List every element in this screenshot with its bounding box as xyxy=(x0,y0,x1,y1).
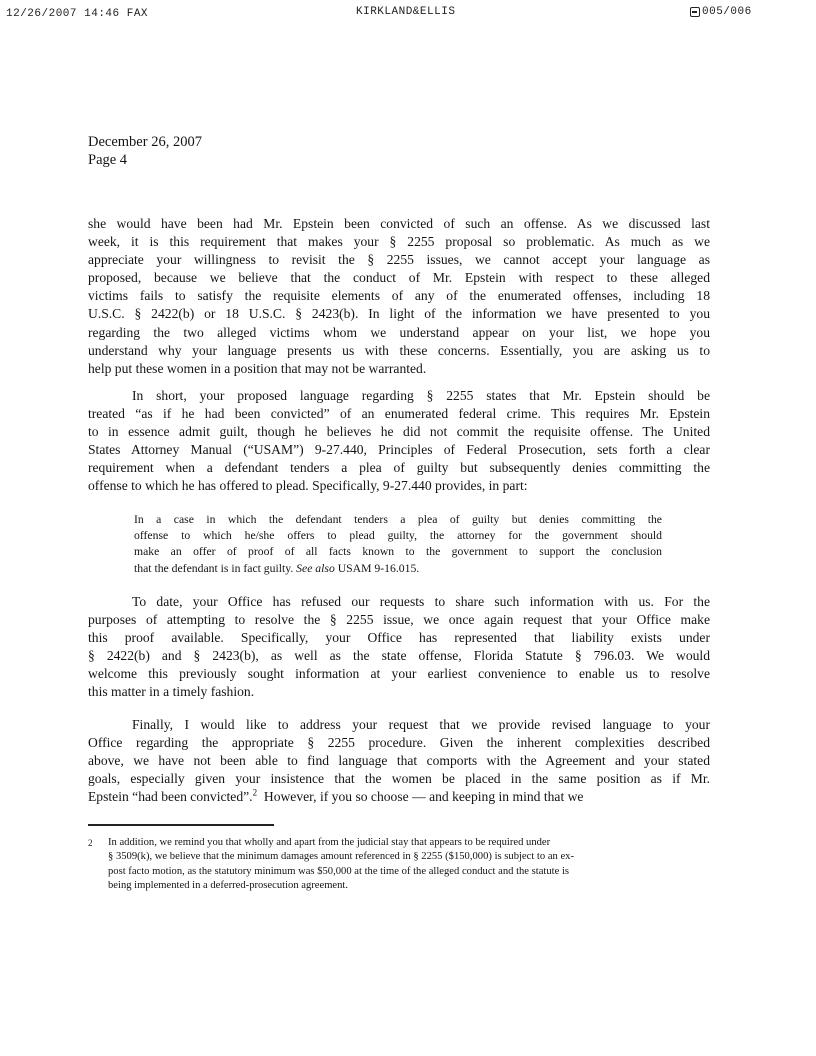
footnote-divider xyxy=(88,824,274,826)
text-line: understand why your language presents us with these concerns. Essentially, you are asking us to xyxy=(88,342,710,358)
text-line: victims fails to satisfy the requisite elements of any of the enumerated offenses, including 18 xyxy=(88,288,710,304)
text-line: help put these women in a position that may not be warranted. xyxy=(88,360,427,376)
paragraph-2 xyxy=(88,387,710,496)
quote-text: that the defendant is in fact guilty. xyxy=(134,561,294,575)
footnote-reference: 2 xyxy=(252,787,258,798)
fax-header xyxy=(0,6,816,24)
text-line: Finally, I would like to address your request that we provide revised language to your xyxy=(132,717,710,732)
text-fragment: However, if you so choose — and keeping in mind that we xyxy=(263,789,584,805)
quote-line: In a case in which the defendant tenders a plea of guilty but denies committing the xyxy=(134,513,662,526)
text-line: welcome this previously sought information at your earliest convenience to enable us to resolve xyxy=(88,666,710,682)
fax-sender: KIRKLAND&ELLIS xyxy=(356,6,456,18)
footnote-line: § 3509(k), we believe that the minimum damages amount referenced in § 2255 ($150,000) is subject to an ex- xyxy=(108,851,574,863)
text-line: week, it is this requirement that makes your § 2255 proposal so problematic. As much as we xyxy=(88,234,710,250)
paragraph-1 xyxy=(88,215,710,378)
footnote-2 xyxy=(88,836,708,894)
text-line: U.S.C. § 2422(b) or 18 U.S.C. § 2423(b). In light of the information we have presented to you xyxy=(88,306,710,322)
see-also: See also xyxy=(296,561,335,575)
text-line: goals, especially given your insistence that the women be placed in the same position as if Mr. xyxy=(88,771,710,787)
footnote-line: In addition, we remind you that wholly and apart from the judicial stay that appears to be required under xyxy=(108,837,551,848)
text-line: § 2422(b) and § 2423(b), as well as the state offense, Florida Statute § 796.03. We would xyxy=(88,648,710,664)
footnote-line: post facto motion, as the statutory minimum was $50,000 at the time of the alleged conduct and the statute is xyxy=(108,865,570,877)
text-line: In short, your proposed language regarding § 2255 states that Mr. Epstein should be xyxy=(132,388,710,403)
text-line: appreciate your willingness to revisit the § 2255 issues, we cannot accept your language as xyxy=(88,252,710,268)
text-line: requirement when a defendant tenders a plea of guilty but subsequently denies committing the xyxy=(88,460,710,476)
text-line: above, we have not been able to find language that comports with the Agreement and your stated xyxy=(88,753,710,769)
quote-citation: USAM 9-16.015. xyxy=(337,561,420,575)
text-line: she would have been had Mr. Epstein been convicted of such an offense. As we discussed last xyxy=(88,216,710,231)
text-line: purposes of attempting to resolve the § 2255 issue, we once again request that your Office make xyxy=(88,612,710,628)
text-line: To date, your Office has refused our requests to share such information with us. For the xyxy=(132,594,710,609)
text-line: treated “as if he had been convicted” of an enumerated federal crime. This requires Mr. Epstein xyxy=(88,406,710,422)
text-line: States Attorney Manual (“USAM”) 9-27.440, Principles of Federal Prosecution, sets forth a clear xyxy=(88,442,710,458)
quote-line: offense to which he/she offers to plead guilty, the attorney for the government should xyxy=(134,529,662,543)
fax-page-number: 005/006 xyxy=(702,6,752,18)
text-line: to in essence admit guilt, though he believes he did not commit the requisite offense. The United xyxy=(88,424,710,440)
block-quote xyxy=(134,512,662,577)
text-line: proposed, because we believe that the conduct of Mr. Epstein with respect to these alleged xyxy=(88,270,710,286)
quote-line: make an offer of proof of all facts known to the government to support the conclusion xyxy=(134,545,662,559)
footnote-number: 2 xyxy=(88,838,93,848)
text-line: regarding the two alleged victims whom we understand appear on your list, we hope you xyxy=(88,324,710,340)
text-line: Office regarding the appropriate § 2255 procedure. Given the inherent complexities described xyxy=(88,735,710,751)
quote-line-last xyxy=(134,561,662,577)
footnote-line: being implemented in a deferred-prosecution agreement. xyxy=(108,880,349,892)
letter-page-number: Page 4 xyxy=(88,152,128,168)
letter-date: December 26, 2007 xyxy=(88,134,202,150)
text-line: this matter in a timely fashion. xyxy=(88,684,255,700)
paragraph-4 xyxy=(88,716,710,806)
fax-datetime: 12/26/2007 14:46 FAX xyxy=(6,8,149,20)
fax-page-icon xyxy=(690,7,700,17)
text-line: this proof available. Specifically, your Office has represented that liability exists under xyxy=(88,630,710,646)
text-line: offense to which he has offered to plead. Specifically, 9-27.440 provides, in part: xyxy=(88,478,528,494)
text-line-with-footnote xyxy=(88,788,710,806)
paragraph-3 xyxy=(88,593,710,702)
fax-page-counter xyxy=(690,6,752,18)
text-fragment: Epstein “had been convicted”. xyxy=(88,789,253,805)
